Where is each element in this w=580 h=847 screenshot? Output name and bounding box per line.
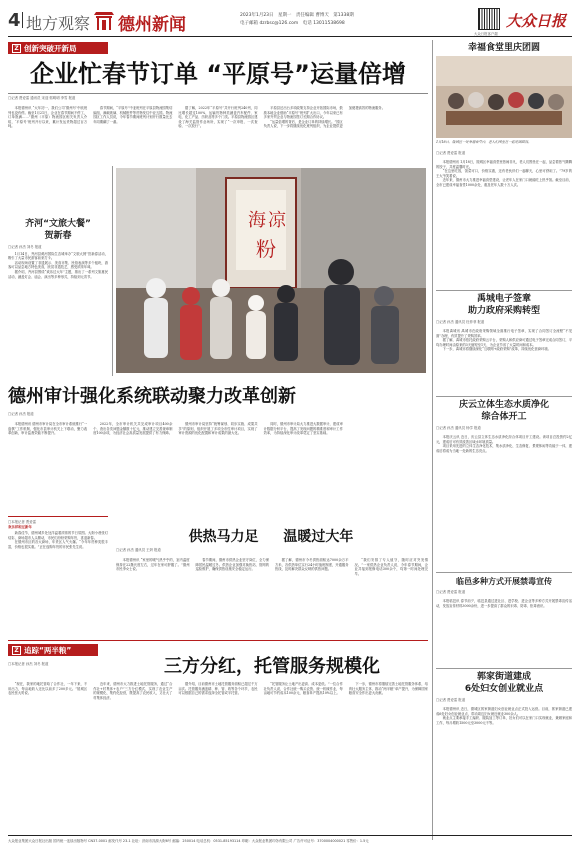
audit-paragraph: 2022年，全市审计机关共完成审计项目400余个，查出各类问题金额数十亿元，推动建立完善规章制度100余项，为经济社会高质量发展提供了有力保障。 xyxy=(93,422,173,436)
issue-date: 2023年1月23日 xyxy=(240,13,274,18)
right-low-title: 临邑多种方式开展禁毒宣传 xyxy=(456,577,552,586)
right-top-paragraph: 近年来，德州市大力推进幸福食堂建设，让老年人在家门口就能吃上热乎饭。截至目前，全市已建成幸福食堂1000余处，惠及老年人数十万人次。 xyxy=(436,178,572,187)
right-top-photo xyxy=(436,56,572,138)
section-bar-bottom xyxy=(8,644,98,656)
bottom-headline: 三方分红，托管服务规模化 xyxy=(164,656,380,677)
right-mid2-byline: □记者 孙杰 通讯员 杨学 报道 xyxy=(436,426,481,430)
bottom-paragraph: 下一步，德州市将继续完善土地托管服务体系，培育壮大服务主体，推动“两半粮”单产提升，为保障国家粮食安全作出更大贡献。 xyxy=(348,682,428,696)
lead-body xyxy=(8,106,428,166)
phone-number: 13011538698 xyxy=(313,21,345,26)
left-paragraph: 据介绍，齐河县围绕“欢乐过大年”主题，推出了一系列文旅惠民活动，涵盖灯会、庙会、演出等多种形式，持续到元宵节。 xyxy=(8,269,108,279)
right-mid-paragraph: 下一步，禹城市将继续深化“互联网+政府采购”改革，持续优化营商环境。 xyxy=(442,347,551,352)
left-byline: □记者 孙杰 刘冬 报道 xyxy=(8,245,42,249)
column-divider xyxy=(112,166,113,376)
lead-paragraph: 据了解，2022年“平原号”共开行班列240列，同比增长超过100%，运输货物种类涵盖汽车配件、家电、化工产品、纺织品等多个门类。平原县物流园区建设了海关监管作业场所，实现了“一次申报、一次查验、一次放行”。 xyxy=(178,106,258,129)
email-address: dzrbsc@126.com xyxy=(259,21,299,26)
lead-paragraph: 本报德州讯 “大年初一，我们公司‘德州号’中欧班列也没有停。截至1月21日，企业在春节期间不停工，订单饱满……”德州（平原）物流园区相关负责人介绍，‘平原号’班列开行以来，累计发运货物超过百万吨。 xyxy=(8,106,88,129)
phone-label: 电话 xyxy=(302,21,312,26)
lead-photo xyxy=(116,168,426,373)
right-bottom-paragraph: 就业点主要承接手工编织、服装加工等订单，妇女们可以在家门口实现就业，兼顾家庭和工作，每月增收1500元至3000元不等。 xyxy=(436,716,572,725)
sidebar-label: 欢乐祥和过新年 xyxy=(8,524,32,529)
audit-body xyxy=(8,422,428,512)
right-mid2-paragraph: 本报庆云讯 近日，庆云县立体生态水质净化综合体项目开工建设。该项目总投资约2亿元，建成后可有效改善区域水环境质量。 xyxy=(436,435,572,444)
section-title: 地方观察 xyxy=(26,14,91,33)
svg-text:粉: 粉 xyxy=(256,237,276,261)
right-top-byline: □记者 贾爱雷 报道 xyxy=(436,151,466,155)
right-top-photo-scene xyxy=(436,56,572,138)
right-top-paragraph: 本报德州讯 1月18日，陵城区幸福食堂里热闹非凡，老人们围坐在一起，品尝着热气腾腾的饺子，共度温馨时光。 xyxy=(436,160,572,169)
right-bottom-title: 郭家街道建成 xyxy=(476,672,531,682)
footer-text: 大众报业集团大众日报社出版 国内统一连续出版物号 CN37-0001 邮发代号 23-1 社址：济南市泺源大街6号 邮编：250014 电话总机：0531-85193114 印刷：大众报业集团印务有限公司 广告许可证号：3700004000021 零售价：1.5元 xyxy=(8,839,369,843)
gate-icon xyxy=(92,8,116,32)
right-mid-paragraph: 据了解，禹城市依托政府采购云平台，采购人和供应商可通过电子签章完成合同签订，平均办理时间由原来的3天缩短至1天，为企业节省了大量时间和成本。 xyxy=(436,338,572,347)
right-mid-subtitle: 助力政府采购转型 xyxy=(467,306,540,316)
right-mid-paragraph: 本报禹城讯 禹城市在政府采购领域全面推行电子签章，实现了合同签订全流程“不见面”办理，有效提升了采购效率。 xyxy=(436,329,572,338)
bottom-paragraph: “托管服务让土地产出更高、成本更低。”一位合作社负责人说，合作社统一购买农资、统一机械作业，每亩地可节约成本100余元，粮食单产提高10%以上。 xyxy=(263,682,343,696)
heat-paragraph: “我们安排了专人值守，随时应对突发情况。”一家供热企业负责人说，今年春节期间，企业共接到报修电话300余个，均第一时间处理完毕。 xyxy=(354,558,428,576)
right-mid2-body xyxy=(436,435,572,567)
right-low-paragraph: 本报临邑讯 春节前夕，临邑县通过进社区、进学校、进企业等多种方式开展禁毒宣传活动，发放宣传材料3000余份，进一步提高了群众的识毒、防毒、拒毒意识。 xyxy=(436,599,572,608)
section-bar-lead xyxy=(8,42,108,54)
right-top-paragraph: “在这里吃饭，饭菜可口，价格实惠，还有老伙伴们一起聊天，心里可舒坦了。”79岁的王大爷笑着说。 xyxy=(436,169,572,178)
right-top-caption: 1月18日，陵城区一处幸福食堂内，老人们围坐在一起吃团圆饭。 xyxy=(436,140,532,144)
audit-paragraph: 德州市审计局坚持“统筹谋划、同步实施、成果共享”的原则，组织开展了多项全市性审计项目，实现了审计资源的优化配置和审计成果的最大化。 xyxy=(178,422,258,436)
sidebar-body xyxy=(8,531,108,631)
lead-paragraph: “运量倍增的背后，是企业订单的持续增长。”园区负责人说，下一步将继续优化班列组织，为企业提供更加便捷高效的物流服务。 xyxy=(263,106,386,129)
contact-line xyxy=(240,20,345,26)
email-label: 电子邮箱 xyxy=(240,21,258,26)
section-z-icon: Z xyxy=(12,646,21,655)
bottom-paragraph: 近年来，德州市大力推进土地托管服务，通过“合作社+村集体+农户”三方分红模式，实现了农业生产的规模化、集约化经营，既提高了农民收入，又壮大了村集体经济。 xyxy=(93,682,173,700)
right-mid2-subtitle: 综合体开工 xyxy=(481,412,527,422)
sidebar-byline: □本报记者 贾爱雷 xyxy=(8,520,37,524)
left-title: 齐河“文旅大餐” xyxy=(25,219,91,229)
bottom-body xyxy=(8,682,428,832)
sidebar-paragraph: 新春佳节，德州城乡处处洋溢着浓浓的节日氛围。大街小巷张灯结彩，商场超市人头攒动，市民们纷纷采购年货，喜迎新春。 xyxy=(8,531,108,540)
qr-caption: 大众日报客户端 xyxy=(474,32,498,36)
right-divider xyxy=(432,40,433,840)
right-mid2-title: 庆云立体生态水质净化 xyxy=(458,400,549,410)
left-paragraph: 1月14日，齐河县黄河国际生态城举办“文旅大餐”贺新春活动，吸引了大量市民游客前来打卡。 xyxy=(8,251,108,261)
left-body xyxy=(8,252,108,362)
heat-paragraph: 据了解，德州市今冬供热面积达7000余万平方米，各供热单位实行24小时值班制度，开通服务热线，及时解决群众反映的供热问题。 xyxy=(275,558,349,572)
lead-rule xyxy=(8,93,428,94)
heat-paragraph: 本报德州讯 “家里的暖气热乎乎的，室内温度保持在22摄氏度左右，过年在家可舒服了。”德州市民李女士说。 xyxy=(116,558,190,572)
left-subtitle: 贺新春 xyxy=(44,231,72,241)
lead-photo-scene xyxy=(116,168,426,373)
right-bottom-body xyxy=(436,707,572,831)
footer-rule xyxy=(8,835,572,836)
heat-body xyxy=(116,558,428,636)
right-bottom-byline: □记者 贾爱雷 报道 xyxy=(436,698,466,702)
left-column xyxy=(8,218,108,378)
right-rule-1 xyxy=(436,290,572,291)
right-mid-title: 禹城电子签章 xyxy=(476,294,531,304)
lead-byline: □记者 贾爱雷 通讯员 宋迎 郭明明 李雪 报道 xyxy=(8,96,76,100)
right-top-body xyxy=(436,160,572,284)
lead-headline: 企业忙春节订单 “平原号”运量倍增 xyxy=(30,60,406,88)
right-rule-4 xyxy=(436,668,572,669)
newspaper-logo: 大众日报 xyxy=(506,12,567,30)
masthead xyxy=(8,8,572,36)
right-low-byline: □记者 贾爱雷 报道 xyxy=(436,590,466,594)
lead-section-label: 创新突破开新局 xyxy=(24,43,77,53)
right-mid-body xyxy=(436,329,572,393)
section-z-icon: Z xyxy=(12,44,21,53)
right-rule-3 xyxy=(436,572,572,573)
heat-byline: □记者 孙杰 通讯员 王妍 报道 xyxy=(116,548,161,552)
masthead-rule xyxy=(8,36,572,37)
right-rule-2 xyxy=(436,396,572,397)
audit-headline: 德州审计强化系统联动聚力改革创新 xyxy=(8,386,296,407)
editor-label: 责任编辑 xyxy=(295,13,314,18)
audit-byline: □记者 孙杰 报道 xyxy=(8,412,34,416)
date-line xyxy=(240,12,354,18)
sidebar-story xyxy=(8,516,108,636)
edition-title: 德州新闻 xyxy=(118,15,186,35)
right-bottom-paragraph: 本报德州讯 近日，德城区郭家街道妇女创业就业点正式投入运营。目前，郭家街道已建成6处妇女创业就业点，带动周边妇女就近就业300余人。 xyxy=(436,707,572,716)
bottom-paragraph: “现在，我家的地托管给了合作社，一年下来，不用出力，每亩地收入还比以前多了200多元。”陵城区农民张大哥说。 xyxy=(8,682,88,696)
left-paragraph: 活动现场设置了非遗展示、美食市集、民俗表演等多个板块，游客可以品尝地方特色美食，欣赏非遗技艺，感受浓浓年味。 xyxy=(8,260,108,270)
svg-text:海: 海 xyxy=(248,210,266,231)
right-mid2-paragraph: 项目采用先进的立体生态净化技术，集水质净化、生态修复、景观休闲等功能于一体，建成后将成为当地一处新的生态亮点。 xyxy=(436,444,572,453)
audit-paragraph: 本报德州讯 德州市审计局在全市审计系统推行“一盘棋”工作机制，强化市县审计机关上下联动，聚力改革创新，审计监督效能不断提升。 xyxy=(8,422,88,436)
right-low-body xyxy=(436,599,572,665)
editor-name: 曹博天 xyxy=(315,13,329,18)
heat-headline: 供热马力足 温暖过大年 xyxy=(188,529,354,545)
heat-paragraph: 春节期间，德州市供热企业坚守岗位，全力保障居民温暖过冬。供热企业加强对换热站、管网的巡检维护，确保供热设施安全稳定运行。 xyxy=(195,558,269,572)
bottom-section-label: 追踪“两半粮” xyxy=(24,645,72,655)
qr-code[interactable] xyxy=(478,8,500,30)
right-mid-byline: □记者 孙杰 通讯员 杜菲菲 报道 xyxy=(436,320,485,324)
issue-number: 第1338期 xyxy=(333,13,354,18)
right-top-title: 幸福食堂里庆团圆 xyxy=(467,43,540,53)
right-bottom-subtitle: 6处妇女创业就业点 xyxy=(464,684,544,694)
lead-paragraph: 平原县还出台多项政策支持企业开拓国际市场，鼓励本地企业借助“平原号”班列扩大出口，今年以来已有多家外贸企业与物流园签订长期合作协议。 xyxy=(263,106,343,120)
audit-paragraph: 同时，德州市审计局大力推进大数据审计，建成审计数据分析平台，提高了发现问题的精准度和审计工作效率，为持续深化审计改革奠定了坚实基础。 xyxy=(263,422,343,436)
bottom-byline: □本报记者 孙杰 刘冬 报道 xyxy=(8,662,49,666)
page-number: 4 xyxy=(8,10,21,31)
issue-weekday: 星期一 xyxy=(277,13,292,18)
bottom-top-rule xyxy=(8,640,428,641)
svg-text:凉: 凉 xyxy=(268,210,286,231)
bottom-paragraph: 据介绍，目前德州市土地托管服务面积已超过千万亩次。托管服务涵盖耕、种、管、收等各个环节，农民可以根据自己的需求选择全托管或半托管。 xyxy=(178,682,258,696)
page-divider xyxy=(22,12,23,28)
lead-paragraph: 春节期间，“平原号”中亚班列在平原县物流园集结编组，满载玻璃、机械配件等货物发往中亚五国。物流园区工作人员说，今年春节期间班列计划开行数量比去年同期翻了一番。 xyxy=(93,106,173,124)
sidebar-paragraph: 在德州市区的各大商场，年货区人气火爆。“今年年货种类很丰富，价格也很实惠。”正在选购年货的市民张先生说。 xyxy=(8,540,108,549)
